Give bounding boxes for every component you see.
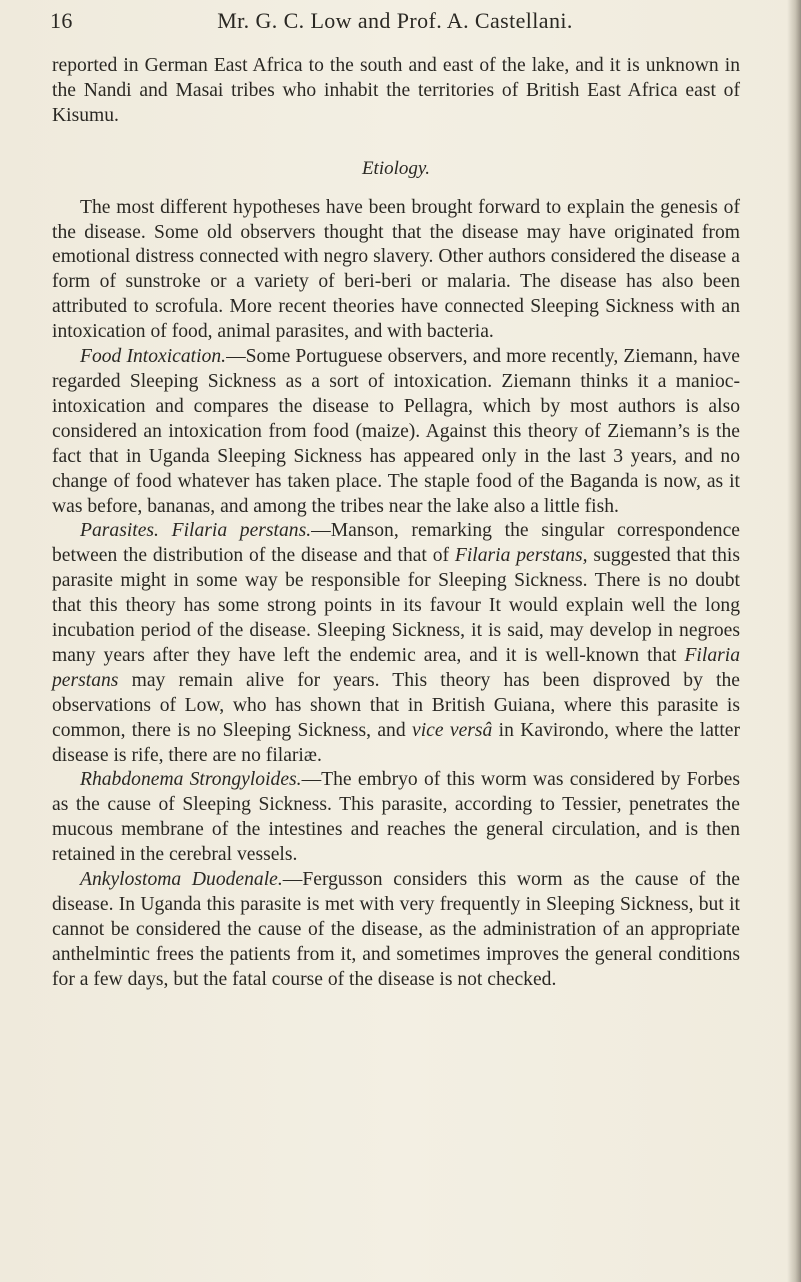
parasites-italic-1: Filaria perstans,	[454, 545, 588, 567]
rhabdonema-heading: Rhabdonema Strongyloides.	[80, 769, 302, 791]
page-body	[52, 54, 740, 993]
section-title: Etiology.	[361, 157, 431, 179]
rhabdonema-paragraph	[52, 768, 740, 868]
rhabdonema-text: —The embryo of this worm was considered by Forbes as the cause of Sleeping Sickness. This parasite, according to Tessier, penetrates the mucous membrane of the intestines and reaches the general circulation, and is then retained in the cerebral vessels.	[52, 769, 740, 866]
running-head: Mr. G. C. Low and Prof. A. Castellani.	[217, 8, 573, 33]
parasites-text-1: —Manson, remarking the singular correspondence between the distribution of the disease and that of	[52, 520, 740, 567]
parasites-heading: Parasites.	[80, 520, 159, 542]
parasites-italic-3: vice versâ	[412, 719, 493, 741]
page-number: 16	[50, 8, 73, 33]
food-intoxication-text: —Some Portuguese observers, and more recently, Ziemann, have regarded Sleeping Sickness as a sort of intoxication. Ziemann thinks it a manioc-intoxication and compares the disease to Pellagra, which by most authors is also considered an intoxication from food (maize). Against this theory of Ziemann’s is the fact that in Uganda Sleeping Sickness has appeared only in the last 3 years, and no change of food whatever has taken place. The staple food of the Baganda is now, as it was before, bananas, and among the tribes near the lake also a little fish.	[52, 346, 740, 517]
food-intoxication-heading: Food Intoxication.	[80, 346, 227, 368]
parasites-text-2: suggested that this parasite might in some way be responsible for Sleeping Sickness. There is no doubt that this theory has some strong points in its favour It would explain well the long incubation period of the disease. Sleeping Sickness, it is said, may develop in negroes many years after they have left the endemic area, and it is well-known that	[52, 545, 740, 666]
ankylostoma-paragraph	[52, 868, 740, 993]
parasites-text-3: may remain alive for years. This theory has been disproved by the observations of Low, who has shown that in British Guiana, where this parasite is common, there is no Sleeping Sickness, and	[52, 669, 740, 741]
parasites-italic-2: Filaria perstans	[52, 644, 740, 691]
page-edge-shadow	[787, 0, 801, 1282]
parasites-text-4: in Kavirondo, where the latter disease is rife, there are no filariæ.	[52, 719, 740, 766]
parasites-paragraph	[52, 519, 740, 768]
ankylostoma-text: —Fergusson considers this worm as the cause of the disease. In Uganda this parasite is met with very frequently in Sleeping Sickness, but it cannot be considered the cause of the disease, as the administration of an appropriate anthelmintic frees the patients from it, and sometimes improves the general conditions for a few days, but the fatal course of the disease is not checked.	[52, 869, 740, 990]
ankylostoma-heading: Ankylostoma Duodenale.	[80, 869, 283, 891]
food-intoxication-paragraph	[52, 345, 740, 519]
etiology-paragraph: The most different hypotheses have been brought forward to explain the genesis of the disease. Some old observers thought that the disease may have originated from emotional distress connected with negro slavery. Other authors considered the disease a form of sunstroke or a variety of beri-beri or malaria. The disease has also been attributed to scrofula. More recent theories have connected Sleeping Sickness with an intoxication of food, animal parasites, and with bacteria.	[52, 196, 740, 343]
filaria-perstans-heading: Filaria perstans.	[171, 520, 312, 542]
page-header	[50, 8, 740, 36]
intro-paragraph: reported in German East Africa to the south and east of the lake, and it is unknown in the Nandi and Masai tribes who inhabit the territories of British East Africa east of Kisumu.	[52, 55, 740, 126]
